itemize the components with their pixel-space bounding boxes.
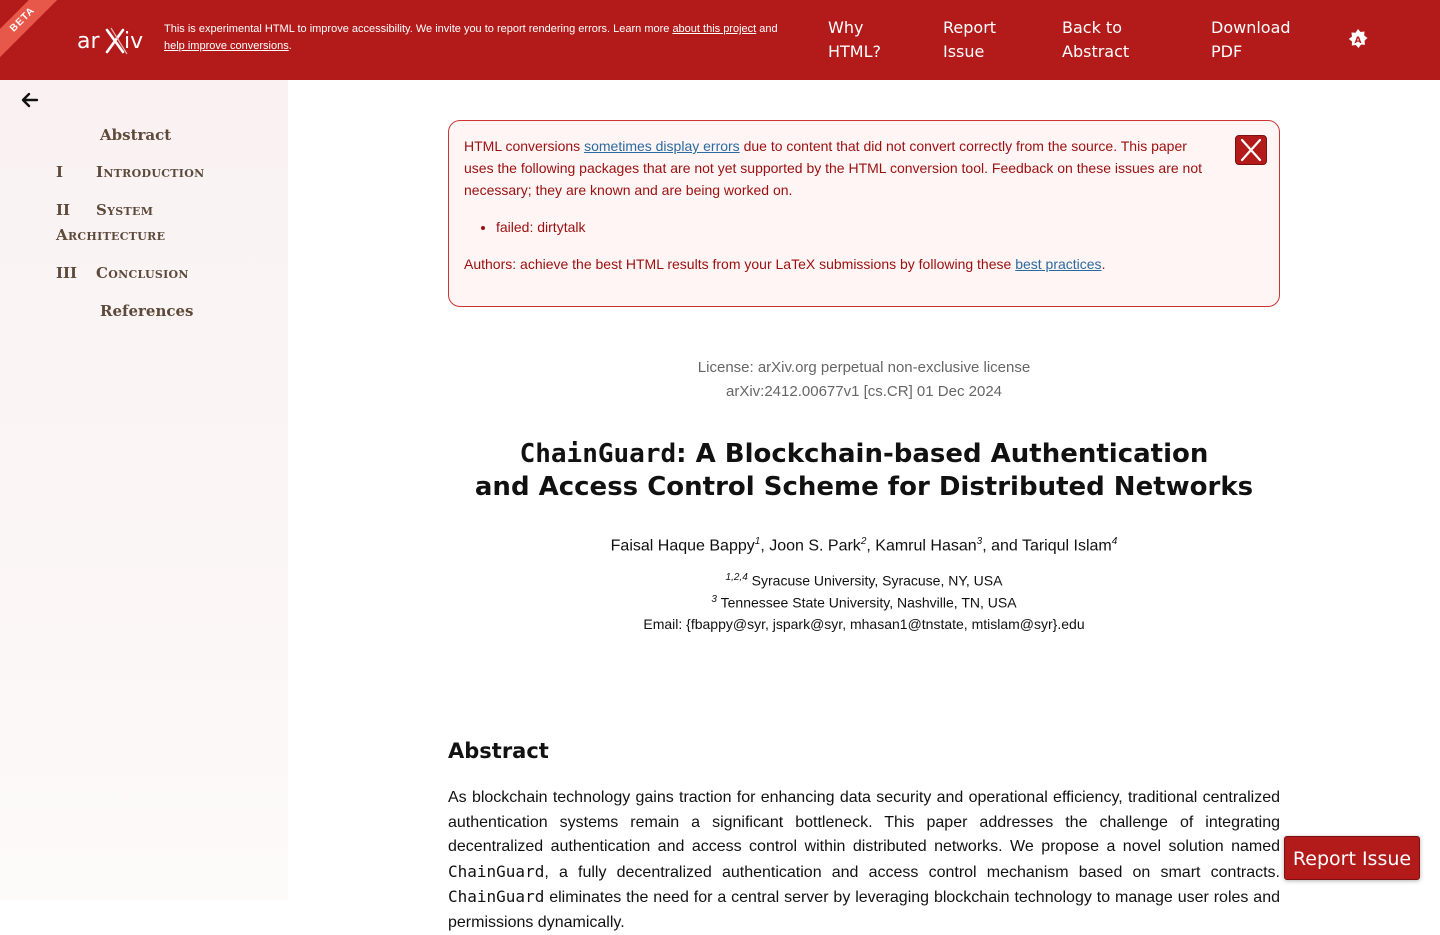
toc-number: II bbox=[56, 201, 71, 219]
affiliation-1 bbox=[448, 572, 1280, 589]
toc-item-introduction[interactable] bbox=[56, 160, 276, 185]
failed-packages-list bbox=[496, 216, 1219, 238]
error-text: due to content that did not convert correctly from the source. This paper uses the following packages that are not yet supported by the HTML conversion tool. Feedback on these issues are not necessary; they are known and are being worked on. bbox=[464, 138, 1203, 198]
nav-download-pdf[interactable]: Download PDF bbox=[1211, 18, 1291, 61]
author-affiliation-mark: 3 bbox=[976, 536, 983, 547]
arxiv-identifier: arXiv:2412.00677v1 [cs.CR] 01 Dec 2024 bbox=[726, 383, 1002, 400]
theme-toggle-icon[interactable] bbox=[1346, 27, 1370, 51]
help-improve-conversions-link[interactable]: help improve conversions bbox=[164, 40, 289, 52]
notice-text: This is experimental HTML to improve accessibility. We invite you to report rendering errors. Learn more bbox=[164, 23, 673, 35]
toc-label: References bbox=[100, 302, 194, 320]
system-name: ChainGuard bbox=[448, 861, 545, 881]
abstract-sentence: eliminates the need for a central server by leveraging blockchain technology to manage user roles and permissions dynamically. bbox=[448, 889, 1280, 931]
paper-title bbox=[448, 438, 1280, 504]
toc-number: I bbox=[56, 163, 64, 181]
nav-back-to-abstract[interactable]: Back to Abstract bbox=[1062, 18, 1130, 61]
author-separator: , bbox=[760, 537, 770, 555]
author-emails: Email: {fbappy@syr, jspark@syr, mhasan1@tnstate, mtislam@syr}.edu bbox=[643, 616, 1085, 632]
failed-package-item: • failed: dirtytalk bbox=[496, 216, 1219, 238]
author-separator: , and bbox=[982, 537, 1022, 555]
author-name: Joon S. Park bbox=[769, 537, 861, 555]
notice-text: . bbox=[288, 40, 292, 52]
nav-report-issue[interactable]: Report Issue bbox=[943, 18, 997, 61]
toc-item-system-architecture[interactable] bbox=[56, 198, 256, 248]
error-text: . bbox=[1101, 256, 1106, 272]
toc-item-references[interactable] bbox=[100, 299, 193, 324]
abstract-sentence: , a fully decentralized authentication and access control mechanism based on smart contracts. bbox=[544, 863, 1280, 881]
nav-why-html[interactable]: Why HTML? bbox=[828, 18, 882, 61]
affiliation-mark: 1,2,4 bbox=[725, 572, 748, 583]
conversion-error-notice bbox=[448, 120, 1280, 307]
abstract-heading: Abstract bbox=[448, 739, 549, 763]
best-practices-link[interactable]: best practices bbox=[1015, 256, 1102, 272]
toc-number: III bbox=[56, 264, 78, 282]
svg-text:ar: ar bbox=[77, 29, 100, 54]
author-name: Tariqul Islam bbox=[1021, 537, 1112, 555]
author-affiliation-mark: 4 bbox=[1111, 536, 1118, 547]
toc-label: Introduction bbox=[96, 163, 205, 181]
sometimes-display-errors-link[interactable]: sometimes display errors bbox=[584, 138, 740, 154]
svg-text:iv: iv bbox=[124, 29, 144, 54]
toc-label: System Architecture bbox=[56, 201, 166, 244]
svg-text:A: A bbox=[1354, 36, 1362, 46]
arrow-left-icon[interactable] bbox=[20, 90, 40, 110]
toc-item-abstract[interactable] bbox=[100, 123, 171, 148]
table-of-contents bbox=[0, 80, 288, 900]
close-error-button[interactable] bbox=[1235, 135, 1267, 165]
author-name: Faisal Haque Bappy bbox=[610, 537, 755, 555]
title-text: : A Blockchain-based Authentication bbox=[676, 439, 1209, 469]
title-text: and Access Control Scheme for Distributed Networks bbox=[474, 472, 1254, 502]
authors-advice bbox=[464, 253, 1219, 275]
site-header bbox=[0, 0, 1440, 80]
affiliation-2 bbox=[448, 594, 1280, 611]
close-icon bbox=[1236, 136, 1266, 164]
license-line: License: arXiv.org perpetual non-exclusive license bbox=[697, 359, 1031, 376]
author-name: Kamrul Hasan bbox=[875, 537, 977, 555]
notice-text: and bbox=[756, 23, 778, 35]
abstract-text bbox=[448, 786, 1280, 935]
toc-label: Abstract bbox=[100, 126, 172, 144]
system-name: ChainGuard bbox=[448, 887, 545, 906]
title-system-name: ChainGuard bbox=[519, 439, 677, 469]
author-separator: , bbox=[866, 537, 876, 555]
affiliation-text: Syracuse University, Syracuse, NY, USA bbox=[747, 572, 1003, 589]
affiliation-mark: 3 bbox=[711, 594, 717, 605]
affiliation-text: Tennessee State University, Nashville, TN, USA bbox=[716, 594, 1017, 611]
toc-label: Conclusion bbox=[96, 264, 189, 282]
author-affiliation-mark: 2 bbox=[860, 536, 867, 547]
arxiv-logo[interactable] bbox=[77, 22, 153, 58]
error-text: Authors: achieve the best HTML results from your LaTeX submissions by following these bbox=[464, 256, 1016, 272]
author-list bbox=[448, 536, 1280, 555]
error-description bbox=[464, 135, 1219, 201]
author-affiliation-mark: 1 bbox=[754, 536, 761, 547]
about-project-link[interactable]: about this project bbox=[672, 23, 757, 35]
experimental-html-notice bbox=[164, 21, 809, 55]
toc-item-conclusion[interactable] bbox=[56, 261, 276, 286]
report-issue-button[interactable]: Report Issue bbox=[1284, 836, 1420, 880]
beta-ribbon: BETA bbox=[0, 0, 62, 59]
abstract-sentence: As blockchain technology gains traction for enhancing data security and operational efficiency, traditional centralized authentication systems remain a significant bottleneck. This paper addresses the challenge of integrating decentralized authentication and access control within distributed networks. We propose a novel solution named bbox=[448, 789, 1280, 855]
error-text: HTML conversions bbox=[464, 138, 585, 154]
